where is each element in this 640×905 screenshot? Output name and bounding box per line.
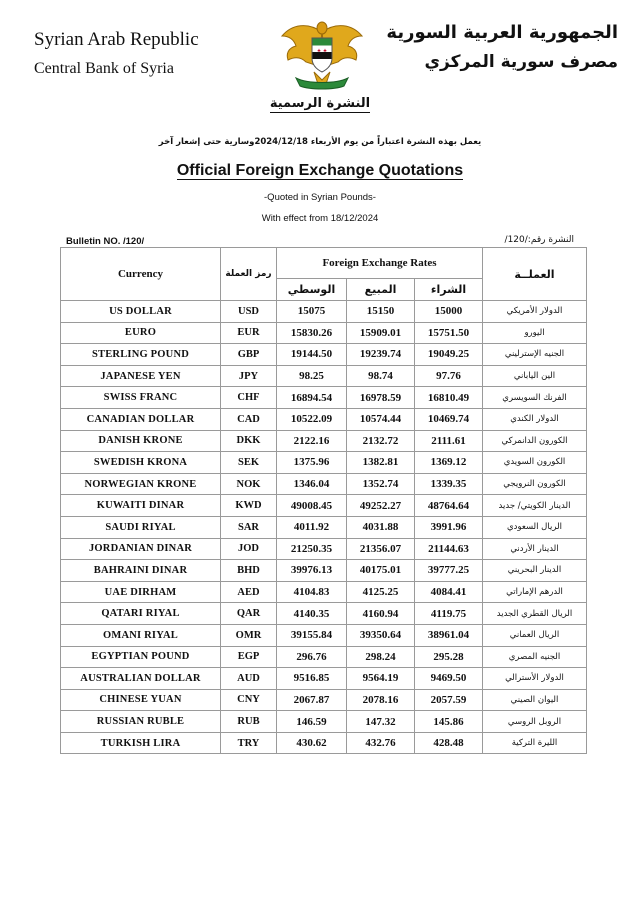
header-currency-ar: العملــة <box>483 248 587 301</box>
english-title <box>0 162 640 180</box>
sell-rate: 9564.19 <box>347 668 415 690</box>
buy-rate: 38961.04 <box>415 624 483 646</box>
sell-rate: 4031.88 <box>347 516 415 538</box>
table-row <box>61 624 587 646</box>
buy-rate: 4084.41 <box>415 581 483 603</box>
table-row <box>61 560 587 582</box>
buy-rate: 3991.96 <box>415 516 483 538</box>
currency-code: RUB <box>221 711 277 733</box>
header-rates-group: Foreign Exchange Rates <box>277 248 483 279</box>
bulletin-number-en: Bulletin NO. /120/ <box>66 236 145 247</box>
currency-name: SAUDI RIYAL <box>61 516 221 538</box>
mid-rate: 39976.13 <box>277 560 347 582</box>
sell-rate: 4160.94 <box>347 603 415 625</box>
table-row <box>61 387 587 409</box>
buy-rate: 428.48 <box>415 732 483 754</box>
mid-rate: 15830.26 <box>277 322 347 344</box>
header-sell: المبيع <box>347 279 415 301</box>
currency-name-ar: الدينار الكويتي/ جديد <box>483 495 587 517</box>
buy-rate: 19049.25 <box>415 344 483 366</box>
currency-name: QATARI RIYAL <box>61 603 221 625</box>
table-header-row <box>61 248 587 279</box>
table-row <box>61 581 587 603</box>
table-row <box>61 711 587 733</box>
sell-rate: 98.74 <box>347 365 415 387</box>
sell-rate: 2132.72 <box>347 430 415 452</box>
mid-rate: 98.25 <box>277 365 347 387</box>
header-arabic-block <box>386 18 618 76</box>
table-row <box>61 689 587 711</box>
currency-name: SWISS FRANC <box>61 387 221 409</box>
buy-rate: 2111.61 <box>415 430 483 452</box>
table-row <box>61 452 587 474</box>
table-row <box>61 322 587 344</box>
currency-name-ar: الجنيه الإسترليني <box>483 344 587 366</box>
table-row <box>61 516 587 538</box>
exchange-rates-table <box>60 247 587 754</box>
sell-rate: 49252.27 <box>347 495 415 517</box>
sell-rate: 15150 <box>347 301 415 323</box>
mid-rate: 49008.45 <box>277 495 347 517</box>
currency-code: EGP <box>221 646 277 668</box>
sell-rate: 432.76 <box>347 732 415 754</box>
sell-rate: 2078.16 <box>347 689 415 711</box>
sell-rate: 40175.01 <box>347 560 415 582</box>
mid-rate: 15075 <box>277 301 347 323</box>
currency-name: DANISH KRONE <box>61 430 221 452</box>
mid-rate: 146.59 <box>277 711 347 733</box>
currency-code: OMR <box>221 624 277 646</box>
header-mid: الوسطي <box>277 279 347 301</box>
currency-name: UAE DIRHAM <box>61 581 221 603</box>
currency-code: SEK <box>221 452 277 474</box>
buy-rate: 4119.75 <box>415 603 483 625</box>
currency-code: CNY <box>221 689 277 711</box>
mid-rate: 1346.04 <box>277 473 347 495</box>
currency-name: JORDANIAN DINAR <box>61 538 221 560</box>
currency-name-ar: الين الياباني <box>483 365 587 387</box>
currency-name: EURO <box>61 322 221 344</box>
mid-rate: 2122.16 <box>277 430 347 452</box>
currency-code: TRY <box>221 732 277 754</box>
buy-rate: 295.28 <box>415 646 483 668</box>
table-row <box>61 603 587 625</box>
table-body <box>61 301 587 754</box>
buy-rate: 10469.74 <box>415 408 483 430</box>
mid-rate: 430.62 <box>277 732 347 754</box>
sell-rate: 15909.01 <box>347 322 415 344</box>
table-row <box>61 301 587 323</box>
english-title-text: Official Foreign Exchange Quotations <box>176 162 464 179</box>
table-row <box>61 646 587 668</box>
mid-rate: 10522.09 <box>277 408 347 430</box>
sell-rate: 1382.81 <box>347 452 415 474</box>
header-country-ar: الجمهورية العربية السورية <box>386 22 618 43</box>
sell-rate: 1352.74 <box>347 473 415 495</box>
table-row <box>61 408 587 430</box>
quoted-currency-note: -Quoted in Syrian Pounds- <box>264 192 376 203</box>
currency-name-ar: الدينار الأردني <box>483 538 587 560</box>
currency-name: CANADIAN DOLLAR <box>61 408 221 430</box>
currency-name-ar: الدولار الكندي <box>483 408 587 430</box>
currency-name: CHINESE YUAN <box>61 689 221 711</box>
mid-rate: 19144.50 <box>277 344 347 366</box>
currency-name-ar: الدرهم الإماراتي <box>483 581 587 603</box>
currency-name-ar: الروبل الروسي <box>483 711 587 733</box>
currency-name: AUSTRALIAN DOLLAR <box>61 668 221 690</box>
header-currency: Currency <box>61 248 221 301</box>
mid-rate: 4104.83 <box>277 581 347 603</box>
currency-name-ar: الكورون السويدي <box>483 452 587 474</box>
table-row <box>61 732 587 754</box>
currency-name-ar: الريال العماني <box>483 624 587 646</box>
mid-rate: 9516.85 <box>277 668 347 690</box>
currency-name-ar: الدولار الأمريكي <box>483 301 587 323</box>
arabic-title-text: النشرة الرسمية <box>269 96 371 111</box>
header-english-block <box>34 28 204 80</box>
currency-name-ar: الفرنك السويسري <box>483 387 587 409</box>
sell-rate: 39350.64 <box>347 624 415 646</box>
table-row <box>61 344 587 366</box>
currency-code: JOD <box>221 538 277 560</box>
buy-rate: 2057.59 <box>415 689 483 711</box>
mid-rate: 1375.96 <box>277 452 347 474</box>
buy-rate: 9469.50 <box>415 668 483 690</box>
currency-name-ar: الليرة التركية <box>483 732 587 754</box>
buy-rate: 15000 <box>415 301 483 323</box>
buy-rate: 1339.35 <box>415 473 483 495</box>
currency-name-ar: الريال السعودي <box>483 516 587 538</box>
currency-code: EUR <box>221 322 277 344</box>
header-buy: الشراء <box>415 279 483 301</box>
buy-rate: 16810.49 <box>415 387 483 409</box>
table-row <box>61 365 587 387</box>
mid-rate: 2067.87 <box>277 689 347 711</box>
currency-name: OMANI RIYAL <box>61 624 221 646</box>
currency-code: CHF <box>221 387 277 409</box>
currency-name: KUWAITI DINAR <box>61 495 221 517</box>
table-row <box>61 430 587 452</box>
mid-rate: 4140.35 <box>277 603 347 625</box>
currency-name-ar: اليورو <box>483 322 587 344</box>
currency-code: QAR <box>221 603 277 625</box>
currency-name-ar: الكورون النرويجي <box>483 473 587 495</box>
currency-name: JAPANESE YEN <box>61 365 221 387</box>
currency-code: AED <box>221 581 277 603</box>
currency-name-ar: الدولار الأسترالي <box>483 668 587 690</box>
currency-name: TURKISH LIRA <box>61 732 221 754</box>
currency-name-ar: الريال القطري الجديد <box>483 603 587 625</box>
sell-rate: 10574.44 <box>347 408 415 430</box>
currency-name: EGYPTIAN POUND <box>61 646 221 668</box>
currency-name-ar: اليوان الصيني <box>483 689 587 711</box>
table-row <box>61 538 587 560</box>
effective-date: With effect from 18/12/2024 <box>261 213 379 224</box>
mid-rate: 296.76 <box>277 646 347 668</box>
buy-rate: 97.76 <box>415 365 483 387</box>
currency-code: KWD <box>221 495 277 517</box>
currency-name: NORWEGIAN KRONE <box>61 473 221 495</box>
header-code-ar: رمز العملة <box>221 248 277 301</box>
buy-rate: 15751.50 <box>415 322 483 344</box>
arabic-title <box>0 96 640 111</box>
mid-rate: 16894.54 <box>277 387 347 409</box>
sell-rate: 21356.07 <box>347 538 415 560</box>
currency-name: SWEDISH KRONA <box>61 452 221 474</box>
sell-rate: 298.24 <box>347 646 415 668</box>
buy-rate: 21144.63 <box>415 538 483 560</box>
buy-rate: 145.86 <box>415 711 483 733</box>
mid-rate: 4011.92 <box>277 516 347 538</box>
table-row <box>61 668 587 690</box>
sell-rate: 16978.59 <box>347 387 415 409</box>
mid-rate: 39155.84 <box>277 624 347 646</box>
currency-code: AUD <box>221 668 277 690</box>
currency-code: CAD <box>221 408 277 430</box>
currency-name: STERLING POUND <box>61 344 221 366</box>
table-row <box>61 473 587 495</box>
currency-name-ar: الدينار البحريني <box>483 560 587 582</box>
currency-code: JPY <box>221 365 277 387</box>
currency-name: BAHRAINI DINAR <box>61 560 221 582</box>
currency-name: RUSSIAN RUBLE <box>61 711 221 733</box>
currency-code: SAR <box>221 516 277 538</box>
syrian-eagle-emblem-icon <box>278 18 366 90</box>
header-bank-ar: مصرف سورية المركزي <box>424 52 618 72</box>
currency-code: NOK <box>221 473 277 495</box>
currency-name: US DOLLAR <box>61 301 221 323</box>
mid-rate: 21250.35 <box>277 538 347 560</box>
currency-code: BHD <box>221 560 277 582</box>
table-row <box>61 495 587 517</box>
buy-rate: 48764.64 <box>415 495 483 517</box>
currency-code: GBP <box>221 344 277 366</box>
bulletin-number-ar: النشرة رقم:/120/ <box>504 235 574 245</box>
currency-name-ar: الجنيه المصري <box>483 646 587 668</box>
sell-rate: 4125.25 <box>347 581 415 603</box>
buy-rate: 39777.25 <box>415 560 483 582</box>
header-bank-en: Central Bank of Syria <box>34 60 174 77</box>
currency-code: USD <box>221 301 277 323</box>
currency-name-ar: الكورون الدانمركي <box>483 430 587 452</box>
sell-rate: 19239.74 <box>347 344 415 366</box>
arabic-effect-line: يعمل بهذه النشرة اعتباراً من يوم الأربعاء 2024/12/18وسارية حتى إشعار آخر <box>158 137 482 147</box>
sell-rate: 147.32 <box>347 711 415 733</box>
header-country-en: Syrian Arab Republic <box>34 29 199 50</box>
buy-rate: 1369.12 <box>415 452 483 474</box>
currency-code: DKK <box>221 430 277 452</box>
